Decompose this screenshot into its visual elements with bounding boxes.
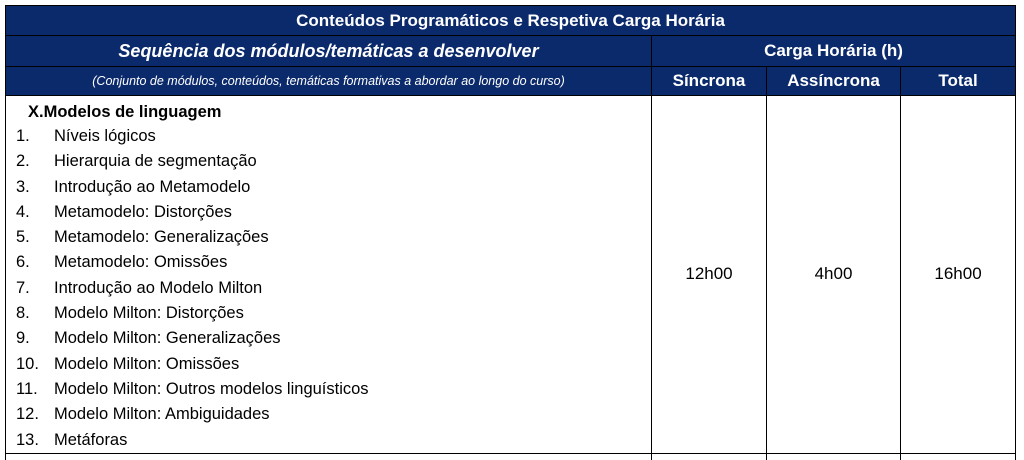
list-item	[16, 326, 651, 351]
item-number: 9.	[16, 329, 30, 348]
item-number: 11.	[16, 379, 38, 398]
item-number: 3.	[16, 177, 30, 196]
item-text: Metamodelo: Omissões	[54, 253, 228, 272]
list-item	[16, 175, 651, 200]
item-text: Metamodelo: Generalizações	[54, 228, 269, 247]
item-number: 10.	[16, 354, 39, 373]
list-item	[16, 200, 651, 225]
item-text: Níveis lógicos	[54, 127, 156, 145]
sync-hours-value: 12h00	[652, 96, 767, 454]
col-async-header: Assíncrona	[767, 67, 901, 96]
item-number: 13.	[16, 430, 39, 449]
table-title: Conteúdos Programáticos e Respetiva Carga Horária	[6, 6, 1016, 36]
item-number: 2.	[16, 152, 30, 171]
item-text: Metamodelo: Distorções	[54, 202, 232, 221]
program-table-container	[5, 5, 1015, 460]
item-text: Introdução ao Metamodelo	[54, 177, 251, 196]
list-item	[16, 225, 651, 250]
col-total-header: Total	[901, 67, 1016, 96]
list-item	[16, 402, 651, 427]
item-text: Metáforas	[54, 430, 128, 449]
item-number: 5.	[16, 228, 30, 247]
hours-title: Carga Horária (h)	[652, 36, 1016, 67]
program-table	[5, 5, 1016, 460]
module-cell	[6, 96, 652, 454]
list-item	[16, 301, 651, 326]
list-item	[16, 149, 651, 174]
list-item	[16, 250, 651, 275]
list-item	[16, 124, 651, 149]
item-text: Modelo Milton: Distorções	[54, 304, 244, 323]
list-item	[16, 428, 651, 453]
item-text: Modelo Milton: Ambiguidades	[54, 405, 270, 424]
list-item	[16, 377, 651, 402]
item-number: 12.	[16, 405, 39, 424]
module-title: X.Modelos de linguagem	[28, 103, 222, 121]
total-hours-value: 16h00	[901, 96, 1016, 454]
sequence-subtitle: (Conjunto de módulos, conteúdos, temáticas formativas a abordar ao longo do curso)	[6, 67, 652, 96]
item-text: Modelo Milton: Omissões	[54, 354, 240, 373]
list-item	[16, 352, 651, 377]
module-items-list	[16, 124, 651, 453]
item-number: 1.	[16, 127, 30, 145]
sequence-title: Sequência dos módulos/temáticas a desenvolver	[6, 36, 652, 67]
item-number: 4.	[16, 202, 30, 221]
col-sync-header: Síncrona	[652, 67, 767, 96]
async-hours-value: 4h00	[767, 96, 901, 454]
list-item	[16, 276, 651, 301]
item-number: 7.	[16, 278, 30, 297]
item-text: Modelo Milton: Generalizações	[54, 329, 281, 348]
item-number: 8.	[16, 304, 30, 323]
item-text: Introdução ao Modelo Milton	[54, 278, 263, 297]
item-text: Modelo Milton: Outros modelos linguísticos	[54, 379, 369, 398]
item-number: 6.	[16, 253, 30, 272]
item-text: Hierarquia de segmentação	[54, 152, 257, 171]
